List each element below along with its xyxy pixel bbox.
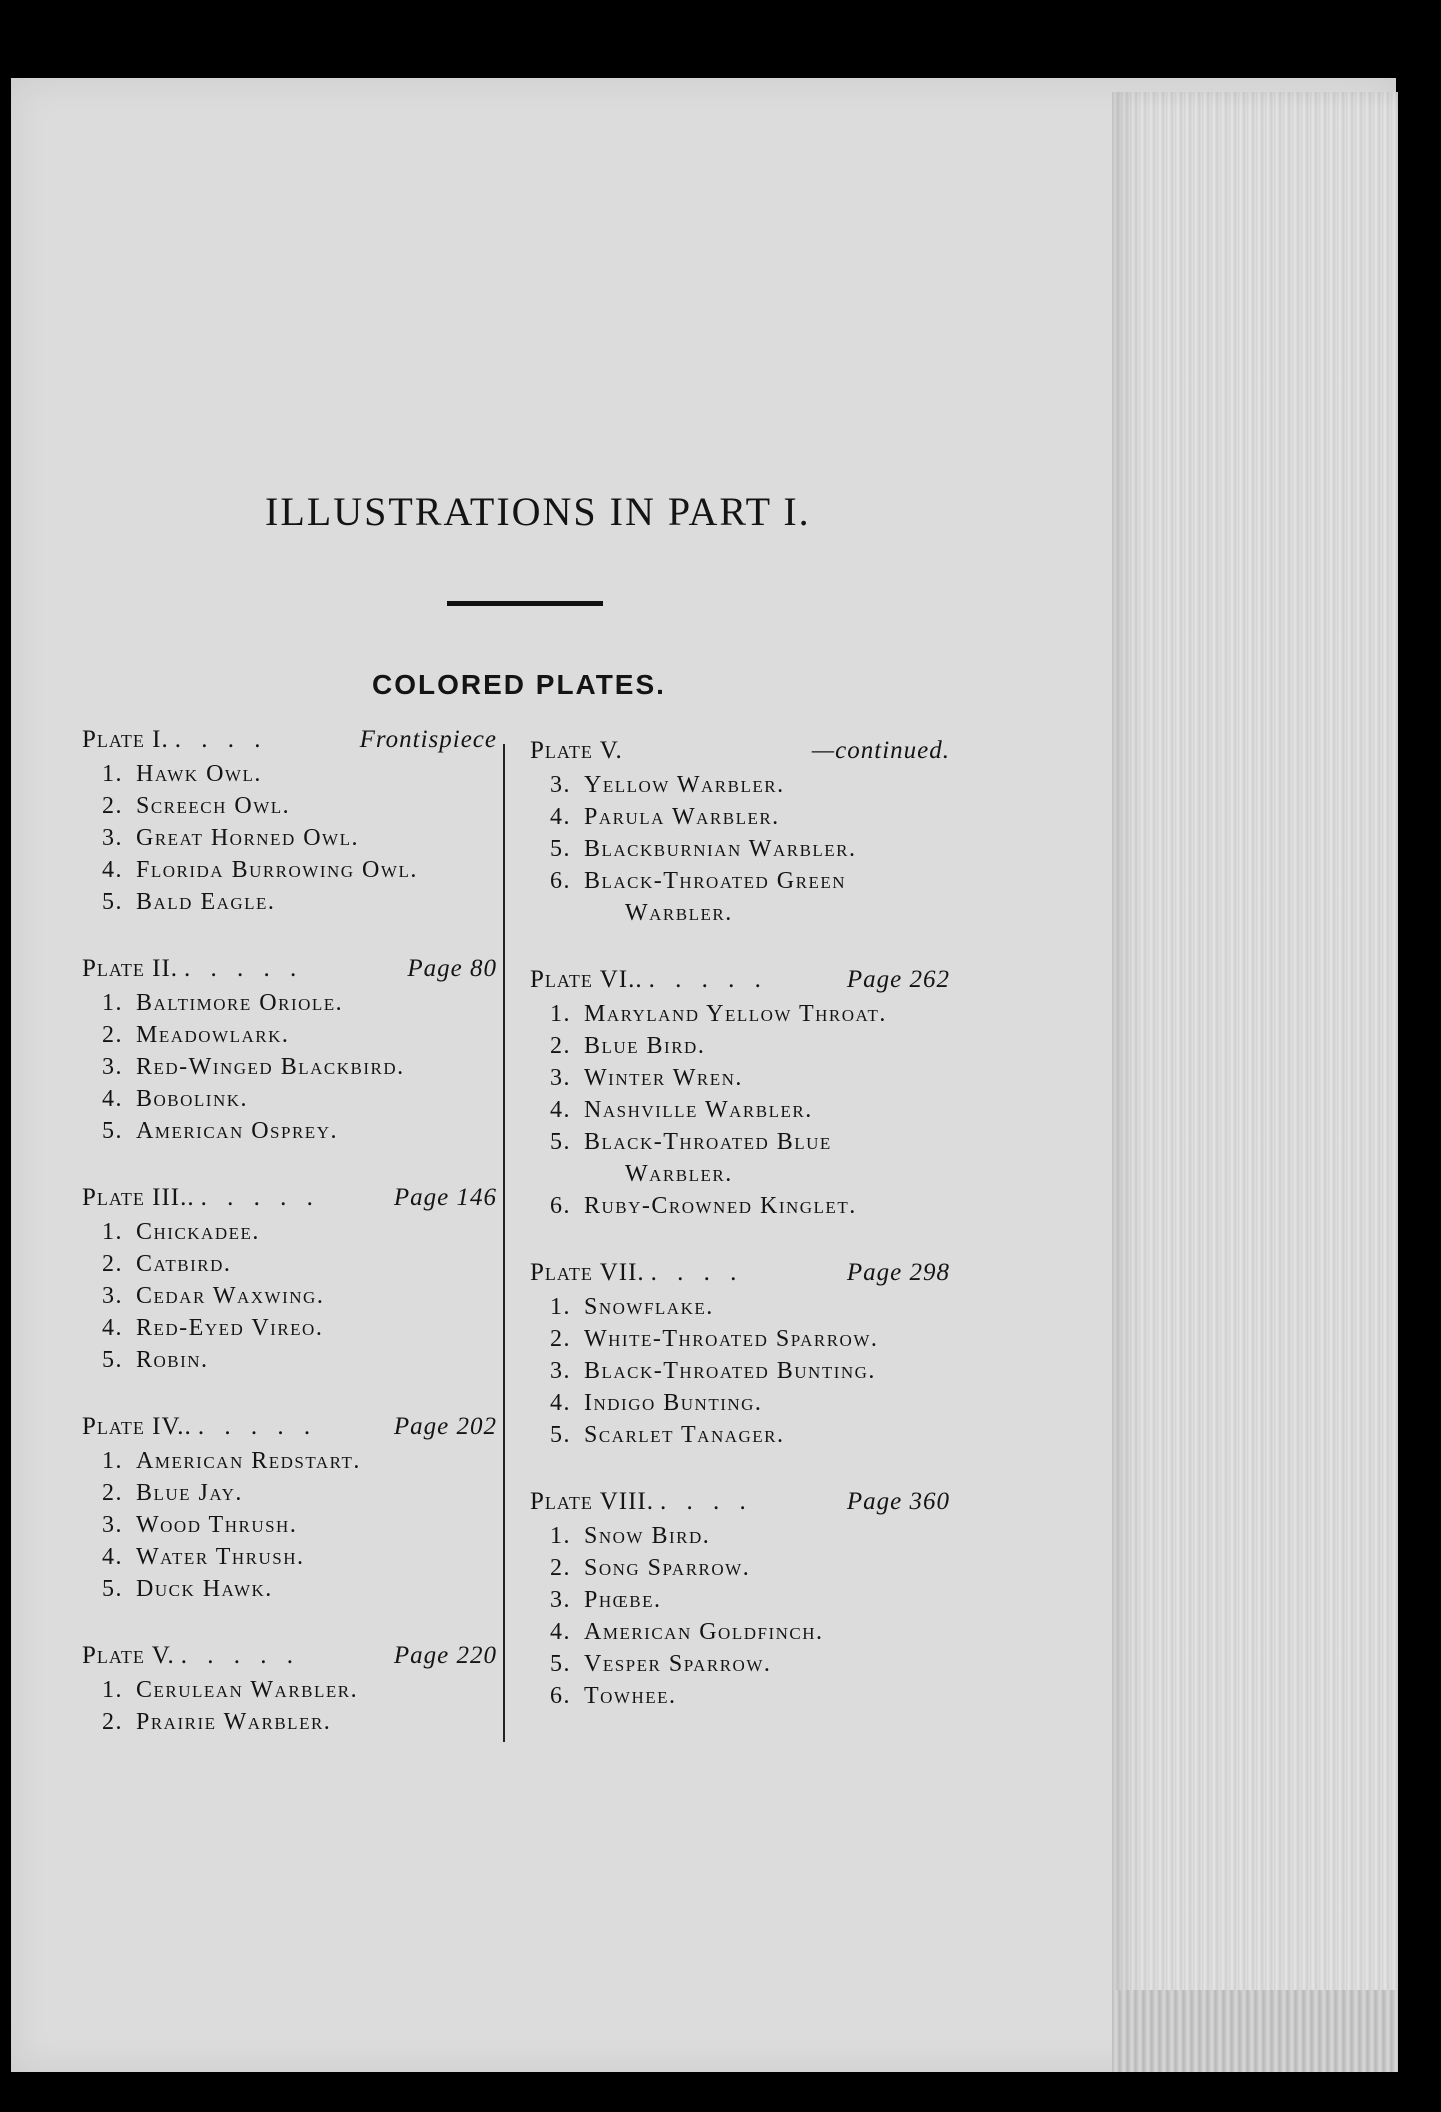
list-item [530,865,950,929]
list-item [530,1190,950,1222]
bird-name: Song Sparrow. [584,1555,751,1581]
list-item [530,833,950,865]
list-item [82,1312,497,1344]
list-item [530,1094,950,1126]
bird-name-continued: Warbler. [625,1161,733,1187]
bird-name: Black-Throated Green [584,868,846,894]
list-item [82,1573,497,1605]
bird-name: Scarlet Tanager. [584,1422,785,1448]
bird-name: Snowflake. [584,1294,714,1320]
list-item [530,1520,950,1552]
page-edge-stack [1112,92,1398,2072]
plate-heading [530,737,950,769]
bird-name: Indigo Bunting. [584,1390,763,1416]
plate-block [530,966,950,1222]
list-item [82,1115,497,1147]
item-number: 3. [550,1587,571,1613]
plate-block [82,726,497,918]
list-item [530,801,950,833]
list-item [530,1387,950,1419]
plate-block [530,1488,950,1712]
bird-name: Screech Owl. [136,793,291,819]
bird-name: Cerulean Warbler. [136,1677,359,1703]
item-number: 3. [550,772,571,798]
bird-name: Cedar Waxwing. [136,1283,325,1309]
item-number: 5. [550,836,571,862]
bird-name: Ruby-Crowned Kinglet. [584,1193,857,1219]
plate-heading [82,1413,497,1445]
list-item [530,1126,950,1190]
bird-name: Robin. [136,1347,209,1373]
plate-label: Plate VIII. [530,1488,654,1515]
list-item [82,822,497,854]
bird-name: Blue Bird. [584,1033,706,1059]
list-item [82,1083,497,1115]
page-reference: Page 80 [407,955,497,982]
page-reference: Page 202 [393,1413,497,1440]
dot-leader: . . . . [650,1259,744,1286]
item-number: 5. [102,1347,123,1373]
bird-name: Bald Eagle. [136,889,276,915]
plate-block [530,737,950,929]
item-number: 5. [550,1651,571,1677]
bird-name: Bobolink. [136,1086,248,1112]
item-number: 6. [550,1683,571,1709]
plate-heading [530,1259,950,1291]
item-number: 2. [102,1480,123,1506]
list-item [82,886,497,918]
bird-name: American Redstart. [136,1448,361,1474]
plate-block [530,1259,950,1451]
list-item [82,790,497,822]
plate-block [82,955,497,1147]
bird-name: Red-Winged Blackbird. [136,1054,405,1080]
dot-leader: . . . . . [197,1413,318,1440]
item-number: 3. [102,825,123,851]
bird-name: Red-Eyed Vireo. [136,1315,324,1341]
bird-name: Water Thrush. [136,1544,305,1570]
list-item [530,1584,950,1616]
page-reference: Page 360 [846,1488,950,1515]
title-rule [447,601,603,606]
list-item [530,1355,950,1387]
bird-name: Meadowlark. [136,1022,290,1048]
list-item [82,1541,497,1573]
bird-name: Black-Throated Bunting. [584,1358,876,1384]
list-item [82,1216,497,1248]
item-number: 6. [550,1193,571,1219]
plate-block [82,1184,497,1376]
item-number: 1. [102,1219,123,1245]
list-item [530,1552,950,1584]
bird-name: Florida Burrowing Owl. [136,857,418,883]
page-reference: Frontispiece [359,726,497,753]
item-number: 1. [102,1677,123,1703]
list-item [530,769,950,801]
bird-name-continued: Warbler. [625,900,733,926]
plate-heading [82,955,497,987]
item-number: 1. [102,761,123,787]
list-item [530,1616,950,1648]
item-number: 3. [550,1358,571,1384]
plate-label: Plate VI.. [530,966,643,993]
bird-name: American Osprey. [136,1118,338,1144]
item-number: 3. [102,1512,123,1538]
page-reference: Page 262 [846,966,950,993]
list-item [530,1030,950,1062]
bird-name: Blue Jay. [136,1480,243,1506]
plate-label: Plate V. [530,737,623,764]
bird-name: Snow Bird. [584,1523,711,1549]
bird-name: Wood Thrush. [136,1512,298,1538]
list-item [82,1280,497,1312]
list-item [530,998,950,1030]
bird-name: Black-Throated Blue [584,1129,832,1155]
list-item [82,1248,497,1280]
bird-name: Parula Warbler. [584,804,780,830]
dot-leader: . . . . . [200,1184,320,1211]
item-number: 6. [550,868,571,894]
dot-leader: . . . . . [184,955,304,982]
left-column [82,726,497,1775]
plate-heading [82,1642,497,1674]
item-number: 2. [550,1326,571,1352]
bird-name: Prairie Warbler. [136,1709,332,1735]
plate-heading [530,1488,950,1520]
item-number: 5. [550,1422,571,1448]
page-title: ILLUSTRATIONS IN PART I. [265,489,811,534]
item-number: 3. [102,1283,123,1309]
list-item [82,854,497,886]
page-reference: Page 298 [846,1259,950,1286]
dot-leader: . . . . [174,726,268,753]
item-number: 1. [102,990,123,1016]
item-number: 4. [102,1315,123,1341]
item-number: 4. [550,804,571,830]
list-item [82,1344,497,1376]
item-number: 1. [550,1294,571,1320]
item-number: 2. [102,1022,123,1048]
list-item [82,1509,497,1541]
section-subtitle: COLORED PLATES. [372,669,666,700]
bird-name: White-Throated Sparrow. [584,1326,879,1352]
item-number: 4. [550,1390,571,1416]
bird-name: Baltimore Oriole. [136,990,344,1016]
right-column [530,737,950,1749]
page-reference: —continued. [811,737,950,764]
plate-block [82,1642,497,1738]
page-bottom-edge [1112,1990,1398,2072]
dot-leader: . . . . . [180,1642,301,1669]
bird-name: Chickadee. [136,1219,260,1245]
item-number: 2. [102,1709,123,1735]
item-number: 5. [102,1576,123,1602]
bird-name: Hawk Owl. [136,761,262,787]
item-number: 5. [102,889,123,915]
bird-name: Catbird. [136,1251,232,1277]
list-item [530,1062,950,1094]
list-item [82,1706,497,1738]
bird-name: Phœbe. [584,1587,662,1613]
item-number: 2. [550,1033,571,1059]
bird-name: Winter Wren. [584,1065,743,1091]
list-item [82,1051,497,1083]
list-item [530,1323,950,1355]
list-item [530,1419,950,1451]
dot-leader: . . . . [659,1488,753,1515]
dot-leader: . . . . . [648,966,768,993]
list-item [82,987,497,1019]
bird-name: Great Horned Owl. [136,825,359,851]
item-number: 1. [102,1448,123,1474]
plate-label: Plate III.. [82,1184,195,1211]
item-number: 4. [102,857,123,883]
list-item [82,1674,497,1706]
item-number: 1. [550,1523,571,1549]
plate-heading [82,1184,497,1216]
bird-name: Vesper Sparrow. [584,1651,772,1677]
list-item [530,1648,950,1680]
column-divider [503,744,505,1742]
item-number: 5. [102,1118,123,1144]
item-number: 4. [102,1086,123,1112]
page-reference: Page 220 [393,1642,497,1669]
item-number: 4. [102,1544,123,1570]
item-number: 2. [102,793,123,819]
plate-label: Plate IV.. [82,1413,192,1440]
plate-label: Plate II. [82,955,179,982]
list-item [82,758,497,790]
bird-name: Nashville Warbler. [584,1097,813,1123]
plate-label: Plate V. [82,1642,175,1669]
plate-label: Plate VII. [530,1259,645,1286]
list-item [530,1680,950,1712]
bird-name: Towhee. [584,1683,677,1709]
bird-name: Maryland Yellow Throat. [584,1001,887,1027]
bird-name: Duck Hawk. [136,1576,273,1602]
bird-name: Yellow Warbler. [584,772,785,798]
plate-heading [82,726,497,758]
plate-block [82,1413,497,1605]
bird-name: American Goldfinch. [584,1619,824,1645]
item-number: 4. [550,1097,571,1123]
list-item [530,1291,950,1323]
item-number: 5. [550,1129,571,1155]
plate-heading [530,966,950,998]
item-number: 1. [550,1001,571,1027]
list-item [82,1019,497,1051]
page-reference: Page 146 [393,1184,497,1211]
bird-name: Blackburnian Warbler. [584,836,857,862]
plate-label: Plate I. [82,726,169,753]
item-number: 2. [102,1251,123,1277]
item-number: 2. [550,1555,571,1581]
item-number: 3. [550,1065,571,1091]
item-number: 4. [550,1619,571,1645]
list-item [82,1445,497,1477]
item-number: 3. [102,1054,123,1080]
list-item [82,1477,497,1509]
